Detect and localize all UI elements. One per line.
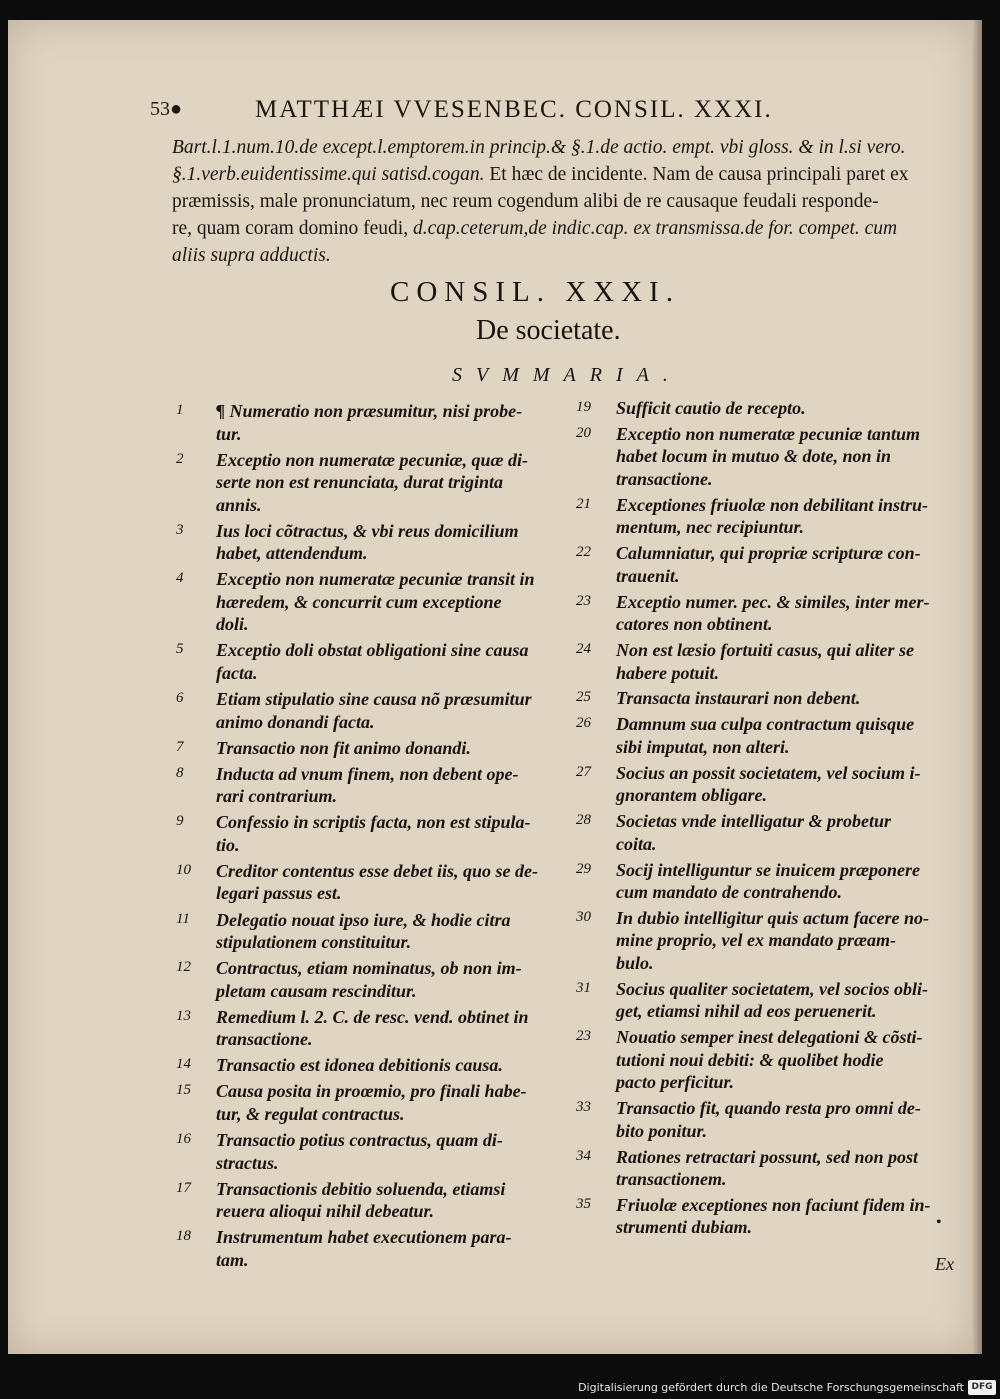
citation-text: aliis supra adductis. — [172, 245, 331, 266]
entry-number: 5 — [176, 641, 184, 658]
entry-number: 1 — [176, 402, 184, 418]
citation-text: §.1.verb.euidentissime.qui satisd.cogan. — [172, 164, 485, 185]
entry-line: Confessio in scriptis facta, non est stipula- — [216, 812, 531, 833]
entry-line: mentum, nec recipiuntur. — [616, 517, 805, 538]
ornament-dot: • — [936, 1214, 942, 1231]
entry-number: 31 — [576, 979, 591, 996]
entry-line: Transactio potius contractus, quam di- — [216, 1130, 503, 1150]
entry-line: mine proprio, vel ex mandato præam- — [616, 930, 896, 951]
entry-number: 7 — [176, 738, 184, 755]
entry-number: 35 — [576, 1195, 591, 1212]
entry-line: Damnum sua culpa contractum quisque — [616, 714, 915, 735]
entry-line: Non est læsio fortuiti casus, qui aliter se — [616, 640, 915, 660]
entry-line: Societas vnde intelligatur & probetur — [616, 811, 892, 832]
entry-line: legari passus est. — [216, 883, 342, 904]
entry-line: gnorantem obligare. — [616, 785, 768, 806]
entry-line: Etiam stipulatio sine causa nõ præsumitur — [216, 689, 532, 709]
entry-number: 14 — [176, 1056, 191, 1073]
entry-line: rari contrarium. — [216, 786, 338, 807]
entry-line: Instrumentum habet executionem para- — [216, 1227, 512, 1248]
digitization-credit: Digitalisierung gefördert durch die Deutsche Forschungsgemeinschaft — [578, 1381, 964, 1394]
entry-line: Rationes retractari possunt, sed non post — [616, 1146, 919, 1167]
entry-line: habere potuit. — [616, 662, 720, 683]
entry-number: 3 — [176, 521, 184, 538]
entry-line: tutioni noui debiti: & quolibet hodie — [616, 1049, 884, 1070]
entry-line: Exceptio non numeratæ pecuniæ transit in — [216, 569, 535, 590]
entry-line: Socij intelliguntur se inuicem præponere — [616, 859, 921, 880]
section-subtitle: De societate. — [476, 315, 621, 346]
entry-line: Socius qualiter societatem, vel socios obli- — [616, 978, 928, 999]
citation-text: d.cap.ceterum,de indic.cap. ex transmissa.de for. compet. cum — [412, 218, 898, 239]
catchword: Ex — [935, 1254, 954, 1274]
entry-line: tur, & regulat contractus. — [216, 1103, 405, 1124]
entry-line: get, etiamsi nihil ad eos peruenerit. — [616, 1001, 877, 1022]
intro-line — [172, 134, 952, 161]
entry-line: stipulationem constituitur. — [216, 932, 412, 952]
entry-line: cum mandato de contrahendo. — [616, 882, 843, 902]
entry-number: 8 — [176, 764, 184, 781]
entry-line: Causa posita in proœmio, pro finali habe- — [216, 1081, 527, 1102]
entry-line: ¶ Numeratio non præsumitur, nisi probe- — [216, 401, 523, 421]
intro-line — [172, 188, 952, 215]
entry-line: facta. — [216, 662, 258, 683]
entry-number: 33 — [576, 1099, 591, 1116]
entry-line: strumenti dubiam. — [616, 1217, 753, 1238]
citation-text: Bart.l.1.num.10.de except.l.emptorem.in princip.& §.1.de actio. empt. vbi gloss. & in l.si vero. — [172, 137, 906, 158]
entry-number: 16 — [176, 1131, 191, 1147]
entry-line: pletam causam rescinditur. — [216, 980, 417, 1001]
entry-line: animo donandi facta. — [216, 711, 375, 732]
entry-number: 9 — [176, 813, 184, 830]
entry-line: doli. — [216, 614, 249, 635]
summaria-label: SVMMARIA. — [452, 364, 682, 386]
entry-line: catores non obtinent. — [616, 614, 773, 635]
entry-line: Inducta ad vnum finem, non debent ope- — [216, 763, 519, 784]
entry-number: 20 — [576, 424, 591, 441]
entry-line: Transactio non fit animo donandi. — [216, 737, 471, 758]
entry-line: Friuolæ exceptiones non faciunt fidem in- — [616, 1194, 931, 1215]
entry-number: 13 — [176, 1007, 191, 1024]
entry-line: Creditor contentus esse debet iis, quo se de- — [216, 860, 538, 881]
entry-line: Exceptio numer. pec. & similes, inter mer- — [616, 591, 930, 612]
entry-line: tam. — [216, 1249, 249, 1270]
entry-line: Calumniatur, qui propriæ scripturæ con- — [616, 543, 921, 564]
entry-line: Sufficit cautio de recepto. — [616, 398, 806, 418]
intro-line — [172, 242, 952, 269]
entry-number: 11 — [176, 910, 190, 927]
intro-line — [172, 215, 952, 242]
entry-line: Transacta instaurari non debent. — [616, 688, 861, 709]
entry-number: 29 — [576, 860, 591, 877]
entry-line: Transactio fit, quando resta pro omni de- — [616, 1098, 921, 1119]
entry-line: Remedium l. 2. C. de resc. vend. obtinet in — [216, 1006, 529, 1027]
entry-number: 24 — [576, 641, 591, 657]
page-edge — [972, 20, 982, 1354]
entry-line: Socius an possit societatem, vel socium i- — [616, 762, 921, 783]
entry-number: 6 — [176, 690, 184, 706]
entry-number: 15 — [176, 1082, 191, 1099]
entry-line: Nouatio semper inest delegationi & cõsti- — [616, 1027, 923, 1048]
entry-line: bulo. — [616, 952, 654, 973]
entry-number: 30 — [576, 908, 591, 925]
entry-line: Contractus, etiam nominatus, ob non im- — [216, 958, 522, 979]
entry-number: 25 — [576, 689, 591, 706]
entry-number: 23 — [576, 1028, 591, 1045]
entry-line: pacto perficitur. — [616, 1072, 734, 1093]
entry-line: habet, attendendum. — [216, 543, 368, 564]
entry-line: transactionem. — [616, 1169, 727, 1189]
entry-number: 21 — [576, 495, 591, 512]
entry-line: Exceptio non numeratæ pecuniæ tantum — [616, 423, 921, 444]
entry-line: sibi imputat, non alteri. — [616, 736, 790, 757]
digitization-footer — [0, 1378, 1000, 1399]
entry-line: Transactio est idonea debitionis causa. — [216, 1055, 503, 1076]
entry-line: tur. — [216, 423, 242, 444]
entry-number: 18 — [176, 1228, 191, 1245]
entry-line: Ius loci cõtractus, & vbi reus domicilium — [216, 520, 519, 541]
entry-line: reuera alioqui nihil debeatur. — [216, 1201, 435, 1222]
entry-number: 4 — [176, 570, 184, 587]
body-text: Et hæc de incidente. Nam de causa principali paret ex — [484, 164, 909, 185]
body-text: re, quam coram domino feudi, — [172, 218, 413, 239]
entry-line: Transactionis debitio soluenda, etiamsi — [216, 1178, 506, 1199]
entry-line: transactione. — [216, 1029, 313, 1050]
entry-line: trauenit. — [616, 565, 680, 586]
entry-number: 34 — [576, 1147, 591, 1164]
entry-line: Exceptiones friuolæ non debilitant instru- — [616, 494, 929, 515]
entry-line: tio. — [216, 834, 240, 855]
entry-number: 28 — [576, 812, 591, 829]
entry-number: 12 — [176, 959, 191, 976]
page-number: 53● — [150, 98, 183, 120]
entry-line: habet locum in mutuo & dote, non in — [616, 446, 892, 467]
entry-number: 27 — [576, 763, 591, 780]
entry-line: bito ponitur. — [616, 1120, 708, 1141]
entry-line: serte non est renunciata, durat triginta — [216, 472, 504, 493]
body-text: præmissis, male pronunciatum, nec reum cogendum alibi de re causaque feudali responde- — [172, 191, 879, 212]
entry-number: 17 — [176, 1179, 191, 1196]
entry-number: 26 — [576, 715, 591, 732]
entry-line: In dubio intelligitur quis actum facere no- — [616, 907, 930, 928]
section-heading: CONSIL. XXXI. — [390, 276, 680, 308]
entry-line: coita. — [616, 833, 657, 854]
entry-number: 2 — [176, 450, 184, 467]
intro-paragraph — [172, 134, 952, 269]
entry-line: annis. — [216, 494, 262, 515]
entry-number: 19 — [576, 399, 591, 415]
entry-line: transactione. — [616, 468, 713, 489]
dfg-logo[interactable]: DFG — [968, 1380, 996, 1395]
intro-line — [172, 161, 952, 188]
running-title: MATTHÆI VVESENBEC. CONSIL. XXXI. — [255, 96, 773, 123]
entry-number: 10 — [176, 861, 191, 878]
entry-number: 23 — [576, 592, 591, 609]
entry-line: hæredem, & concurrit cum exceptione — [216, 591, 502, 612]
entry-line: Delegatio nouat ipso iure, & hodie citra — [216, 909, 511, 930]
entry-number: 22 — [576, 544, 591, 561]
entry-line: Exceptio non numeratæ pecuniæ, quæ di- — [216, 449, 529, 470]
entry-line: Exceptio doli obstat obligationi sine causa — [216, 640, 529, 661]
entry-line: stractus. — [216, 1152, 279, 1173]
